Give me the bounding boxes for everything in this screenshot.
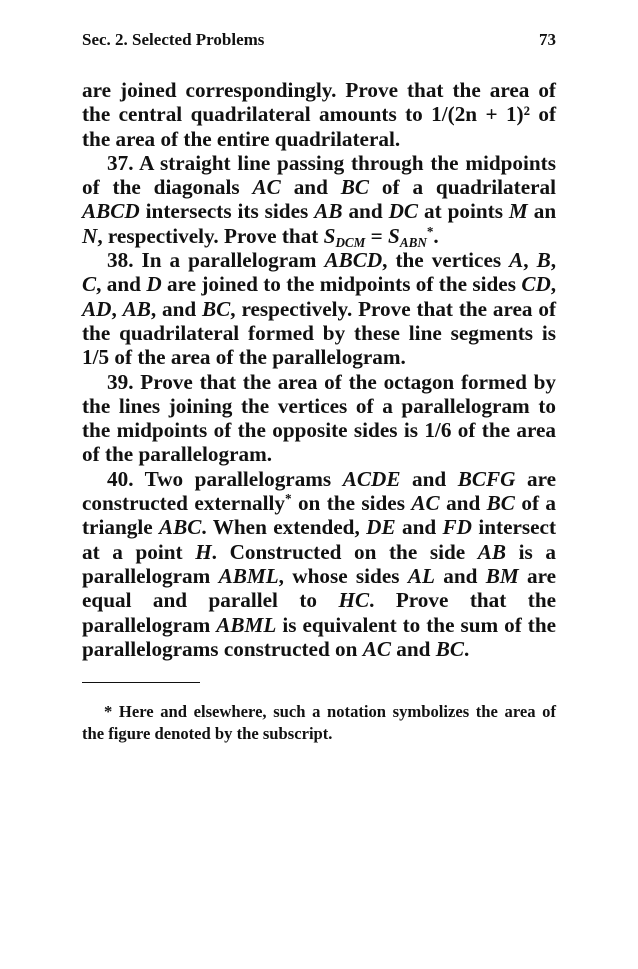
math-symbol: HC	[338, 588, 370, 613]
problem-text: and	[443, 563, 478, 588]
problem-text: . Prove that the parallelogram	[82, 588, 557, 637]
math-subscript: ABN	[399, 234, 427, 250]
problem-text: , respectively. Prove that	[97, 223, 319, 248]
problem-text: In a parallelogram	[141, 248, 317, 273]
problem-text: and	[412, 466, 447, 491]
math-symbol: AB	[314, 199, 343, 224]
math-symbol: BC	[340, 175, 370, 200]
math-symbol: BCFG	[457, 466, 516, 491]
math-symbol: S	[388, 223, 400, 248]
problem-text: .	[464, 636, 470, 661]
math-symbol: DC	[388, 199, 419, 224]
footnote-marker: *	[426, 223, 434, 239]
problem-text: and	[396, 636, 431, 661]
math-symbol: CD	[521, 272, 551, 297]
math-symbol: AD	[82, 296, 112, 321]
math-symbol: ACDE	[342, 466, 401, 491]
problem-text: and	[446, 491, 481, 516]
math-symbol: FD	[442, 515, 472, 540]
problem-text: intersects its sides	[145, 199, 309, 224]
math-symbol: AB	[477, 539, 507, 564]
page-number: 73	[539, 30, 556, 49]
book-page	[82, 30, 556, 762]
math-symbol: C	[82, 272, 97, 297]
problem-text: , whose sides	[278, 563, 400, 588]
problem-text: .	[433, 223, 439, 248]
problem-number: 39.	[107, 369, 134, 394]
footnote	[82, 701, 556, 745]
math-symbol: S	[323, 223, 336, 248]
math-symbol: M	[508, 199, 528, 224]
problem-text: . Constructed on the side	[211, 539, 466, 564]
problem-text: are constructed externally	[82, 466, 557, 516]
math-symbol: AC	[252, 175, 281, 200]
problem-text: on the sides	[297, 491, 405, 516]
problem-text: and	[293, 175, 328, 200]
footnote-text: Here and elsewhere, such a notation symbolizes the area of the figure denoted by the subscript.	[82, 702, 556, 744]
problem-text: is a parallelogram	[82, 539, 556, 588]
math-symbol: BC	[202, 296, 231, 321]
math-symbol: D	[146, 272, 162, 297]
problem-37	[82, 151, 556, 248]
math-symbol: AC	[411, 491, 440, 516]
problem-text: and	[348, 199, 383, 224]
math-symbol: AB	[122, 296, 151, 321]
math-symbol: A	[509, 248, 524, 273]
math-symbol: ABCD	[324, 248, 383, 273]
problem-number: 38.	[107, 248, 134, 273]
problem-text: is equivalent to the sum of the parallelograms constructed on	[82, 612, 557, 661]
math-symbol: BC	[486, 491, 515, 516]
footnote-divider	[82, 682, 200, 683]
problem-39	[82, 370, 556, 467]
math-symbol: BM	[485, 563, 519, 588]
problem-40	[82, 467, 556, 661]
math-symbol: N	[82, 223, 98, 248]
continuation-paragraph: are joined correspondingly. Prove that the area of the central quadrilateral amounts to 1/(2n + 1)² of the area of the entire quadrilateral.	[82, 78, 556, 151]
problem-text: of a triangle	[82, 491, 557, 540]
footnote-marker: *	[104, 702, 113, 722]
problem-text: are equal and parallel to	[82, 563, 557, 613]
section-title: Sec. 2. Selected Problems	[82, 30, 265, 49]
problem-text: , respectively. Prove that the area of the quadrilateral formed by these line segments is 1/5 of the area of the parallelogram.	[82, 296, 557, 370]
math-symbol: ABCD	[82, 199, 140, 224]
problem-text: , and	[150, 296, 197, 321]
problem-text: intersect at a point	[82, 515, 557, 564]
problem-text: A straight line passing through the midpoints of the diagonals	[82, 150, 556, 200]
math-symbol: AL	[407, 563, 435, 588]
math-symbol: ABML	[218, 563, 279, 588]
running-header	[82, 30, 556, 58]
problem-text: Two parallelograms	[144, 466, 332, 491]
math-subscript: DCM	[335, 234, 366, 250]
problem-text: Prove that the area of the octagon formed by the lines joining the vertices of a parallelogram to the midpoints of the opposite sides is 1/6 of the area of the parallelogram.	[82, 369, 556, 467]
problem-text: , and	[96, 272, 141, 297]
math-symbol: ABC	[159, 515, 202, 540]
math-symbol: AC	[362, 636, 391, 661]
problem-text: . When extended,	[201, 515, 360, 540]
footnote-marker: *	[284, 490, 292, 506]
math-symbol: DE	[366, 515, 396, 540]
problem-text: are joined to the midpoints of the sides	[166, 272, 516, 297]
math-operator: =	[370, 223, 383, 248]
page-body	[82, 78, 556, 661]
math-symbol: BC	[435, 636, 465, 661]
problem-text: , the vertices	[382, 248, 502, 273]
math-symbol: ABML	[216, 612, 277, 637]
problem-number: 37.	[107, 150, 134, 175]
problem-text: at points	[423, 199, 503, 224]
problem-text: and	[401, 515, 437, 540]
math-symbol: B	[536, 248, 551, 273]
problem-number: 40.	[107, 466, 134, 491]
problem-text: of a quadrilateral	[381, 175, 556, 200]
math-symbol: H	[195, 539, 212, 564]
problem-38: 38. In a parallelogram ABCD, the vertices A, B, C, and D are joined to the midpoints of the sides CD, AD, AB, and BC, respectively. Prove that the area of the quadrilateral formed by these line segments is 1/5 of the area of the parallelogram.	[82, 248, 557, 370]
problem-text: an	[533, 199, 557, 224]
